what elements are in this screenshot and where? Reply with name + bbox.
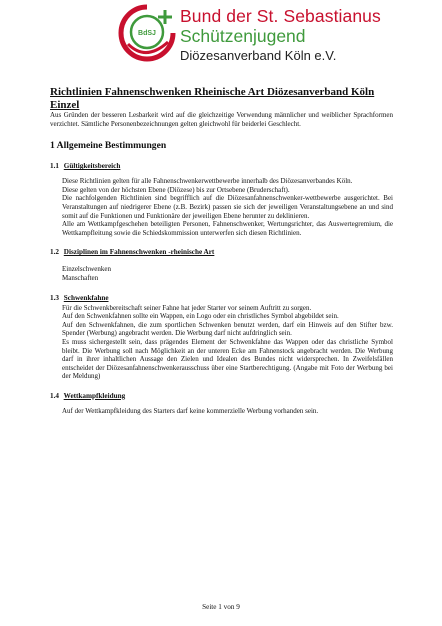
org-name-line3: Diözesanverband Köln e.V. [180,48,337,63]
org-name-line1: Bund der St. Sebastianus [180,6,381,26]
section-heading-1: 1 Allgemeine Bestimmungen [50,140,167,152]
list-item: Einzelschwenken [62,265,111,274]
org-logo [118,4,388,66]
subsection-heading-1-1 [50,162,393,171]
subsection-number: 1.1 [50,162,59,171]
document-content [50,86,393,415]
intro-paragraph: Aus Gründen der besseren Lesbarkeit wird auf die gleichzeitige Verwendung männlicher und weiblicher Sprachformen verzichtet. Sämtliche Personenbezeichnungen gelten gleichwohl für beiderlei Geschlecht. [50,111,393,128]
paragraph: Auf der Wettkampfkleidung des Starters darf keine kommerzielle Werbung vorhanden sein. [62,406,319,415]
discipline-list [62,265,393,282]
subsection-number: 1.4 [50,391,59,400]
paragraph: Für die Schwenkbereitschaft seiner Fahne hat jeder Starter vor seinem Auftritt zu sorgen. [62,303,312,312]
paragraph: Diese Richtlinien gelten für alle Fahnenschwenkerwettbewerbe innerhalb des Diözesanverbandes Köln. [62,177,353,186]
subsection-body-1-4 [62,407,393,416]
subsection-label: Disziplinen im Fahnenschwenken -rheinische Art [63,248,215,257]
paragraph: Alle am Wettkampfgeschehen beteiligten Personen, Fahnenschwenker, Wertungsrichter, das Auswertegremium, die Wettkampfleitung sowie die Schiedskommission unterwerfen sich diesen Richtlinien. [62,220,393,237]
subsection-label: Wettkampfkleidung [63,391,126,400]
paragraph: Es muss sichergestellt sein, dass prägendes Element der Schwenkfahne das Wappen oder das christliche Symbol bleibt. Die Werbung soll nach Möglichkeit an der unteren Ecke am Fahnenstock angebracht werden. Die Werbung darf in ihrer inhaltlichen Aussage den Zielen und Idealen des Bundes nicht widersprechen. In Zweifelsfällen entscheidet der Diözesanfahnenschwenkerausschuss über eine Startberechtigung. (Angabe mit Foto der Werbung bei der Meldung) [62,337,393,381]
org-name-line2: Schützenjugend [180,26,306,46]
bdsj-emblem-icon [118,4,176,62]
subsection-number: 1.3 [50,293,59,302]
document-title: Richtlinien Fahnenschwenken Rheinische Art Diözesanverband Köln Einzel [50,86,375,111]
subsection-heading-1-4 [50,392,393,401]
subsection-body-1-1 [62,177,393,237]
subsection-body-1-3 [62,304,393,381]
paragraph: Die nachfolgenden Richtlinien sind begrifflich auf die Diözesanfahnenschwenker-wettbewerbe ausgerichtet. Bei Veranstaltungen auf niedrigerer Ebene (z.B. Bezirk) passen sie sich der jeweiligen Veranstaltungsebene an und sind somit auf die Funktionen und Funktionäre der jeweiligen Ebene herunter zu deklinieren. [62,194,393,220]
logo-badge-text: BdSJ [138,30,156,37]
subsection-heading-1-2 [50,248,393,257]
list-item: Manschaften [62,273,99,282]
page-footer: Seite 1 von 9 [202,603,240,611]
paragraph: Auf den Schwenkfahnen, die zum sportlichen Schwenken benutzt werden, darf ein Hinweis auf den Stifter bzw. Spender (Werbung) angebracht werden. Die Werbung darf nicht aufdringlich sein. [62,320,393,338]
subsection-number: 1.2 [50,248,59,257]
paragraph: Diese gelten von der höchsten Ebene (Diözese) bis zur Ortsebene (Bruderschaft). [62,185,290,194]
subsection-label: Schwenkfahne [63,293,109,302]
org-name-block [180,7,381,64]
paragraph: Auf den Schwenkfahnen sollte ein Wappen, ein Logo oder ein christliches Symbol abgebildet sein. [62,312,339,321]
subsection-label: Gültigkeitsbereich [63,162,121,171]
subsection-heading-1-3 [50,294,393,303]
